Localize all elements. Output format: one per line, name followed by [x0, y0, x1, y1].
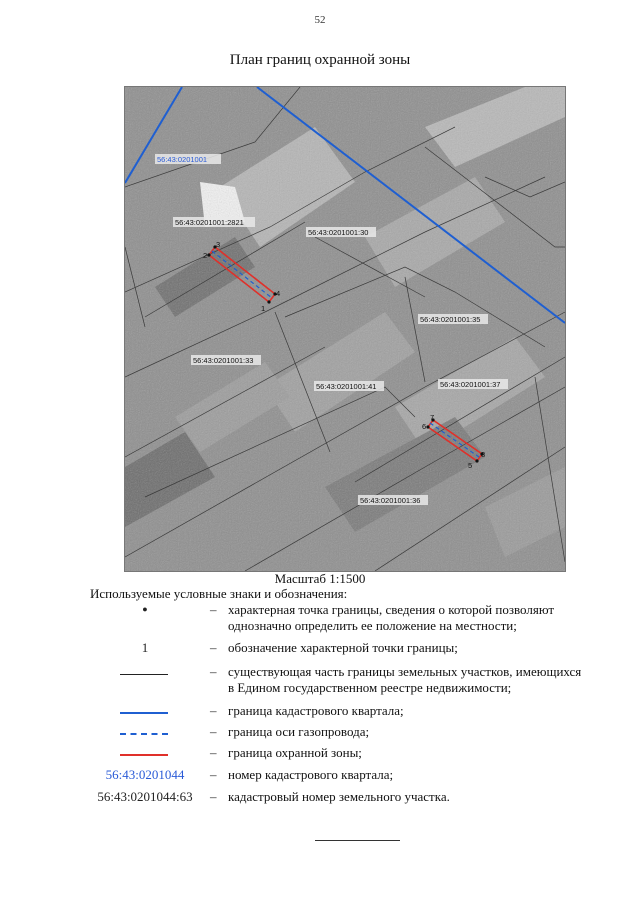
signature-line — [315, 840, 400, 841]
point-label: 8 — [481, 450, 486, 459]
point-label: 5 — [468, 461, 473, 470]
parcel-label: 56:43:0201001:30 — [308, 228, 369, 237]
parcel-label: 56:43:0201001:35 — [420, 315, 481, 324]
page-title: План границ охранной зоны — [229, 52, 411, 68]
legend-item-text: граница кадастрового квартала; — [228, 703, 404, 718]
legend-dash: – — [210, 745, 217, 760]
legend-parcel-line-symbol — [120, 674, 168, 675]
legend-quarter-line-symbol — [120, 712, 168, 714]
cadastral-map — [124, 86, 566, 572]
legend-dash: – — [210, 767, 217, 782]
map-canvas — [125, 87, 565, 571]
parcel-label: 56:43:0201001:33 — [193, 356, 254, 365]
legend-dash: – — [210, 789, 217, 804]
legend-dash: – — [210, 640, 217, 655]
legend-point-symbol: ● — [142, 604, 148, 614]
legend-item-text: обозначение характерной точки границы; — [228, 640, 458, 655]
legend-item-text: характерная точка границы, сведения о которой позволяют однозначно определить ее положение на местности; — [228, 602, 555, 633]
legend-item-text: номер кадастрового квартала; — [228, 767, 394, 782]
legend-dash: – — [210, 664, 217, 679]
legend-dash: – — [210, 724, 217, 739]
point-label: 4 — [276, 289, 281, 298]
point-label: 1 — [261, 304, 266, 313]
quarter-number-label: 56:43:0201001 — [157, 155, 208, 164]
legend-quarter-number-symbol: 56:43:0201044 — [105, 767, 185, 782]
legend-dash: – — [210, 703, 217, 718]
legend-dash: – — [210, 602, 217, 617]
legend-point-number-symbol: 1 — [141, 640, 149, 655]
legend-parcel-number-symbol: 56:43:0201044:63 — [97, 789, 193, 804]
legend-item-text: кадастровый номер земельного участка. — [228, 789, 450, 804]
point-label: 6 — [422, 422, 427, 431]
legend-axis-line-symbol — [120, 733, 168, 735]
parcel-label: 56:43:0201001:41 — [316, 382, 377, 391]
legend-item-text: существующая часть границы земельных участков, имеющихся в Едином государственном реестре недвижимости; — [228, 664, 582, 695]
parcel-label: 56:43:0201001:2821 — [175, 218, 244, 227]
page-number: 52 — [314, 14, 326, 26]
legend-item-text: граница оси газопровода; — [228, 724, 370, 739]
legend-item-text: граница охранной зоны; — [228, 745, 362, 760]
point-label: 7 — [430, 413, 435, 422]
parcel-label: 56:43:0201001:37 — [440, 380, 501, 389]
map-scale: Масштаб 1:1500 — [274, 571, 366, 586]
legend-title: Используемые условные знаки и обозначения: — [90, 586, 348, 601]
parcel-label: 56:43:0201001:36 — [360, 496, 421, 505]
legend-zone-line-symbol — [120, 754, 168, 756]
point-label: 2 — [203, 251, 208, 260]
point-label: 3 — [216, 240, 221, 249]
